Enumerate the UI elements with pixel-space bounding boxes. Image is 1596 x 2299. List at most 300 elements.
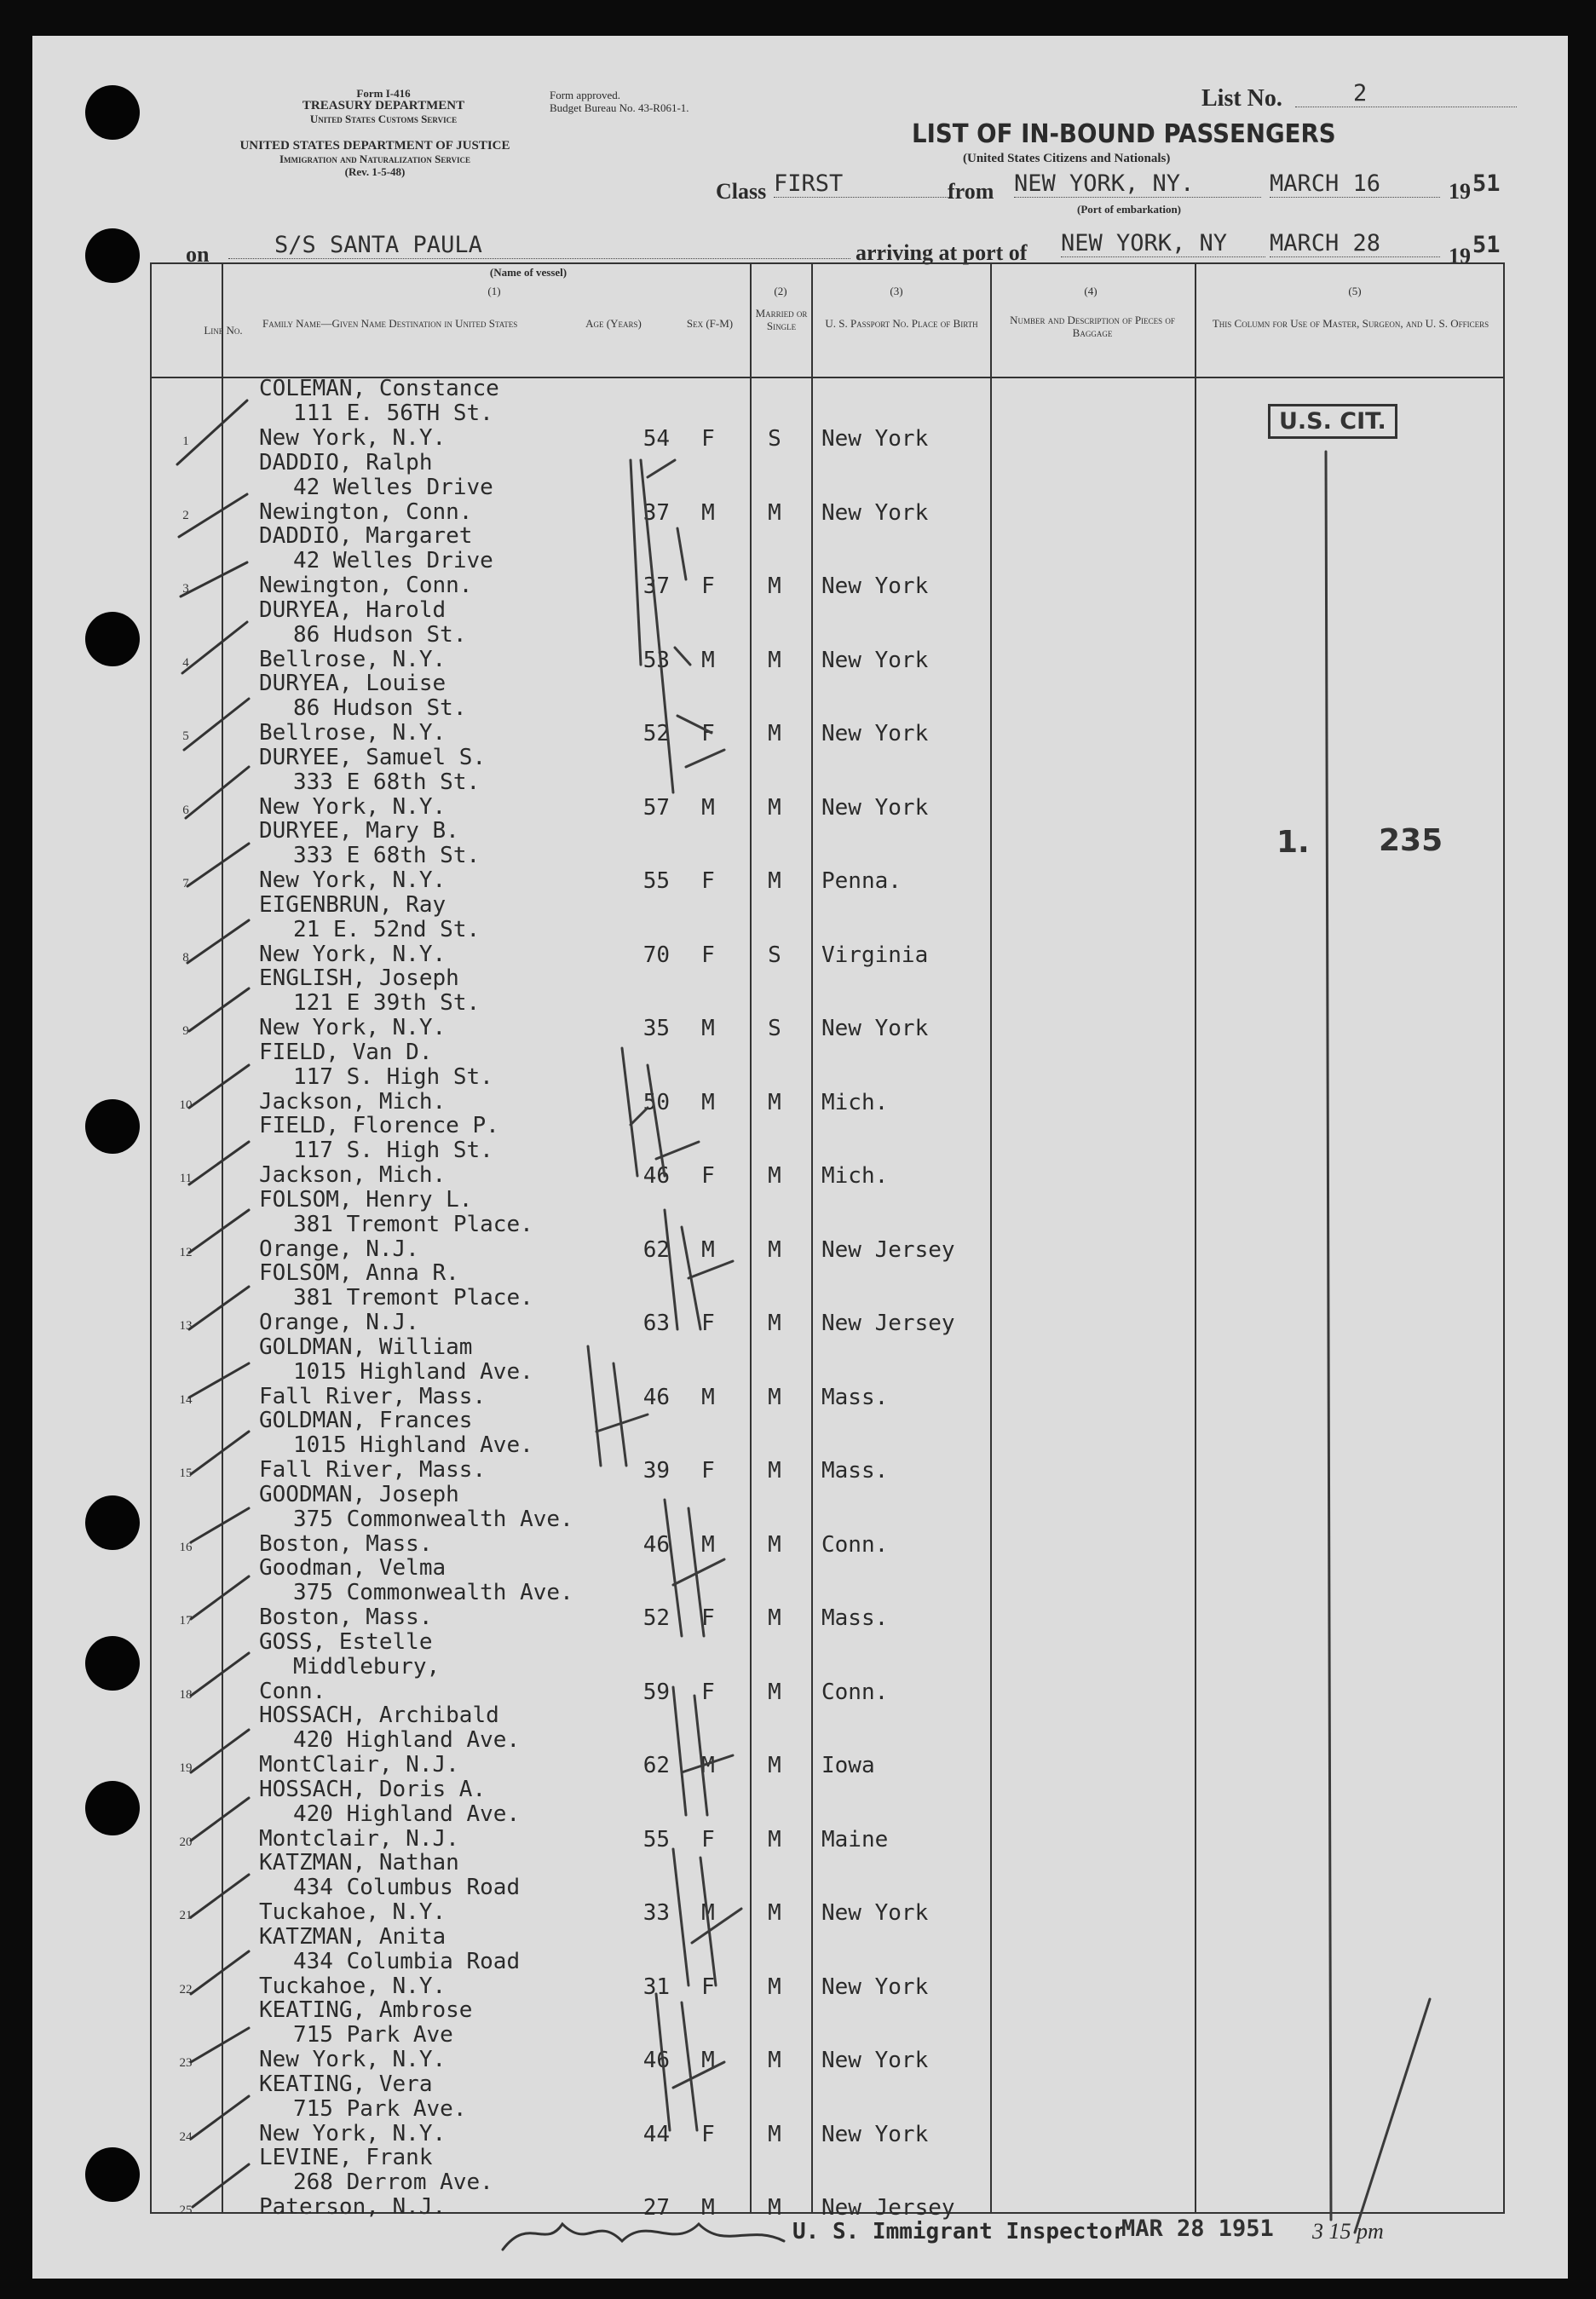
table-row — [150, 893, 1505, 967]
marital-status: M — [768, 1163, 781, 1189]
from-port: NEW YORK, NY. — [1014, 170, 1261, 198]
on-label: on — [186, 242, 210, 267]
marital-status: M — [768, 2121, 781, 2147]
passenger-name: FOLSOM, Anna R. — [259, 1260, 459, 1286]
address-street: 715 Park Ave — [293, 2022, 453, 2048]
passenger-entry — [259, 524, 493, 598]
marital-status: M — [768, 2195, 781, 2221]
line-number: 19 — [179, 1761, 193, 1775]
line-number: 23 — [179, 2056, 193, 2070]
passenger-entry — [259, 819, 480, 893]
approval-note — [550, 89, 805, 114]
address-city: New York, N.Y. — [259, 793, 447, 820]
class-label: Class — [716, 179, 767, 204]
table-row — [150, 2072, 1505, 2146]
embarkation-note: (Port of embarkation) — [1076, 203, 1182, 216]
line-number: 1 — [182, 435, 189, 448]
passenger-name: DURYEE, Samuel S. — [259, 744, 487, 770]
line-number: 12 — [179, 1245, 193, 1259]
vessel-note: (Name of vessel) — [489, 266, 568, 279]
passenger-entry — [259, 1040, 493, 1115]
passenger-entry — [259, 746, 486, 820]
place-of-birth: Mich. — [821, 1163, 889, 1189]
passenger-sex: F — [701, 573, 715, 599]
passenger-age: 52 — [642, 1605, 670, 1631]
passenger-name: KATZMAN, Anita — [259, 1923, 447, 1950]
place-of-birth: New York — [821, 1973, 929, 2000]
passenger-entry — [259, 1851, 520, 1925]
inspection-time: 3 15 pm — [1312, 2219, 1384, 2244]
table-row — [150, 746, 1505, 820]
passenger-entry — [259, 1556, 573, 1630]
place-of-birth: New Jersey — [821, 2195, 955, 2221]
passenger-age: 37 — [642, 573, 670, 599]
line-number: 24 — [179, 2129, 193, 2144]
marital-status: S — [768, 1016, 781, 1041]
address-street: Middlebury, — [293, 1653, 441, 1680]
binder-hole — [85, 85, 140, 140]
col-head-officers: This Column for Use of Master, Surgeon, and U. S. Officers — [1212, 317, 1489, 330]
marital-status: M — [768, 1605, 781, 1631]
line-number: 18 — [179, 1687, 193, 1702]
place-of-birth: Conn. — [821, 1531, 889, 1558]
address-street: 42 Welles Drive — [293, 474, 493, 500]
marital-status: M — [768, 1900, 781, 1926]
table-row — [150, 451, 1505, 525]
passenger-entry — [259, 1703, 520, 1778]
line-number: 5 — [182, 729, 189, 743]
place-of-birth: Mass. — [821, 1605, 889, 1631]
embark-year: 51 — [1472, 170, 1501, 197]
marital-status: M — [768, 1679, 781, 1705]
binder-hole — [85, 612, 140, 666]
budget-bureau: Budget Bureau No. 43-R061-1. — [550, 101, 689, 114]
place-of-birth: New York — [821, 2121, 929, 2147]
passenger-age: 37 — [642, 499, 670, 526]
col-head-line: Line No. — [204, 324, 243, 337]
binder-hole — [85, 2147, 140, 2202]
address-city: New York, N.Y. — [259, 941, 447, 967]
passenger-age: 46 — [642, 2048, 670, 2073]
place-of-birth: New York — [821, 573, 929, 599]
passenger-sex: M — [701, 499, 715, 526]
list-number-value: 2 — [1295, 80, 1517, 107]
address-street: 121 E 39th St. — [293, 990, 481, 1016]
address-street: 420 Highland Ave. — [293, 1801, 521, 1827]
place-of-birth: New York — [821, 794, 929, 821]
passenger-name: GOODMAN, Joseph — [259, 1481, 459, 1507]
passenger-sex: F — [701, 1163, 715, 1189]
address-street: 86 Hudson St. — [293, 695, 467, 721]
passenger-entry — [259, 1998, 472, 2072]
marital-status: M — [768, 1089, 781, 1115]
line-number: 2 — [182, 508, 189, 522]
passenger-age: 53 — [642, 647, 670, 673]
place-of-birth: New York — [821, 499, 929, 526]
address-city: New York, N.Y. — [259, 867, 447, 893]
line-number: 25 — [179, 2204, 193, 2217]
marital-status: M — [768, 1973, 781, 2000]
table-row — [150, 598, 1505, 672]
passenger-sex: F — [701, 1605, 715, 1631]
marital-status: M — [768, 868, 781, 894]
line-number: 15 — [179, 1466, 193, 1480]
address-street: 21 E. 52nd St. — [293, 916, 481, 942]
us-citizen-stamp: U.S. CIT. — [1268, 404, 1397, 439]
address-street: 1015 Highland Ave. — [293, 1432, 533, 1458]
line-number: 4 — [182, 655, 189, 670]
passenger-sex: F — [701, 1679, 715, 1705]
class-value: FIRST — [774, 170, 953, 198]
address-city: New York, N.Y. — [259, 1015, 447, 1040]
place-of-birth: New York — [821, 2048, 929, 2073]
line-number: 22 — [179, 1982, 193, 1996]
table-row — [150, 1998, 1505, 2072]
place-of-birth: New York — [821, 426, 929, 452]
address-street: 434 Columbus Road — [293, 1875, 521, 1900]
table-row — [150, 1630, 1505, 1704]
passenger-sex: M — [701, 1531, 715, 1558]
passenger-age: 35 — [642, 1016, 670, 1041]
table-row — [150, 966, 1505, 1040]
passenger-sex: F — [701, 426, 715, 452]
table-row — [150, 1703, 1505, 1778]
passenger-name: KEATING, Ambrose — [259, 1997, 473, 2023]
marital-status: M — [768, 1531, 781, 1558]
address-city: Orange, N.J. — [259, 1236, 419, 1262]
passenger-name: COLEMAN, Constance — [259, 376, 499, 401]
passenger-age: 70 — [642, 942, 670, 968]
passenger-age: 27 — [642, 2195, 670, 2221]
address-city: New York, N.Y. — [259, 2120, 447, 2146]
address-city: Conn. — [259, 1678, 326, 1704]
treasury-dept: TREASURY DEPARTMENT — [302, 99, 465, 112]
passenger-name: HOSSACH, Archibald — [259, 1703, 499, 1728]
passenger-sex: F — [701, 1311, 715, 1336]
place-of-birth: Mass. — [821, 1458, 889, 1484]
passenger-sex: M — [701, 1089, 715, 1115]
line-number: 13 — [179, 1319, 193, 1333]
col-head-passport: U. S. Passport No. Place of Birth — [825, 317, 978, 330]
passenger-age: 33 — [642, 1900, 670, 1926]
passenger-sex: F — [701, 721, 715, 746]
col-head-name: Family Name—Given Name Destination in United States — [262, 317, 518, 330]
line-number: 14 — [179, 1392, 193, 1407]
passenger-sex: M — [701, 2195, 715, 2221]
form-number: Form I-416 — [356, 87, 411, 100]
place-of-birth: Virginia — [821, 942, 929, 968]
passenger-entry — [259, 1261, 533, 1335]
address-city: Orange, N.J. — [259, 1310, 419, 1335]
place-of-birth: New York — [821, 647, 929, 673]
address-street: 420 Highland Ave. — [293, 1727, 521, 1753]
passenger-age: 63 — [642, 1311, 670, 1336]
binder-hole — [85, 228, 140, 283]
passenger-entry — [259, 1409, 533, 1483]
address-city: Fall River, Mass. — [259, 1383, 487, 1409]
marital-status: M — [768, 1384, 781, 1410]
place-of-birth: Iowa — [821, 1753, 875, 1778]
passenger-name: KEATING, Vera — [259, 2071, 433, 2097]
address-street: 111 E. 56TH St. — [293, 400, 493, 426]
passenger-age: 55 — [642, 1826, 670, 1852]
page-subtitle: (United States Citizens and Nationals) — [963, 152, 1171, 165]
address-city: Montclair, N.J. — [259, 1825, 459, 1852]
passenger-entry — [259, 1188, 533, 1262]
table-row — [150, 1778, 1505, 1852]
binder-hole — [85, 1781, 140, 1835]
passenger-name: GOLDMAN, William — [259, 1334, 473, 1360]
table-row — [150, 1851, 1505, 1925]
passenger-name: DURYEA, Louise — [259, 671, 447, 696]
passenger-entry — [259, 966, 480, 1040]
form-header — [170, 87, 596, 125]
table-row — [150, 1114, 1505, 1188]
address-street: 715 Park Ave. — [293, 2095, 467, 2122]
passenger-name: EIGENBRUN, Ray — [259, 891, 447, 918]
passenger-entry — [259, 1925, 520, 1999]
passenger-age: 62 — [642, 1236, 670, 1263]
passenger-entry — [259, 893, 480, 967]
address-street: 117 S. High St. — [293, 1063, 493, 1090]
address-street: 86 Hudson St. — [293, 621, 467, 648]
passenger-sex: F — [701, 1826, 715, 1852]
marital-status: M — [768, 573, 781, 599]
passenger-name: FIELD, Van D. — [259, 1039, 433, 1065]
justice-header — [170, 140, 579, 178]
marital-status: M — [768, 1458, 781, 1484]
address-city: Newington, Conn. — [259, 498, 473, 525]
passenger-entry — [259, 451, 493, 525]
col-number-5: (5) — [1348, 285, 1362, 297]
col-number-3: (3) — [890, 285, 903, 297]
line-number: 11 — [179, 1172, 193, 1185]
address-city: Newington, Conn. — [259, 573, 473, 598]
marital-status: M — [768, 721, 781, 746]
table-row — [150, 1409, 1505, 1483]
passenger-age: 55 — [642, 868, 670, 894]
address-street: 381 Tremont Place. — [293, 1285, 533, 1311]
passenger-age: 46 — [642, 1531, 670, 1558]
officer-note-mark: 1. — [1276, 825, 1310, 860]
address-street: 268 Derrom Ave. — [293, 2169, 493, 2195]
table-row — [150, 1188, 1505, 1262]
marital-status: M — [768, 499, 781, 526]
place-of-birth: Penna. — [821, 868, 902, 894]
marital-status: M — [768, 1311, 781, 1336]
address-city: Boston, Mass. — [259, 1605, 433, 1630]
place-of-birth: Conn. — [821, 1679, 889, 1705]
passenger-entry — [259, 2146, 493, 2220]
binder-hole — [85, 1495, 140, 1550]
col-number-4: (4) — [1084, 285, 1098, 297]
page-title: LIST OF IN-BOUND PASSENGERS — [912, 119, 1336, 149]
address-city: Paterson, N.J. — [259, 2194, 447, 2220]
justice-dept: UNITED STATES DEPARTMENT OF JUSTICE — [239, 139, 510, 153]
table-row — [150, 2146, 1505, 2220]
address-street: 375 Commonwealth Ave. — [293, 1506, 573, 1532]
passenger-age: 50 — [642, 1089, 670, 1115]
marital-status: M — [768, 647, 781, 673]
passenger-sex: F — [701, 2121, 715, 2147]
table-row — [150, 1925, 1505, 1999]
line-number: 17 — [179, 1614, 193, 1628]
passenger-age: 57 — [642, 794, 670, 821]
place-of-birth: New York — [821, 1900, 929, 1926]
address-street: 117 S. High St. — [293, 1138, 493, 1163]
col-head-age: Age (Years) — [585, 317, 642, 330]
address-street: 42 Welles Drive — [293, 548, 493, 573]
address-street: 434 Columbia Road — [293, 1948, 521, 1974]
place-of-birth: New Jersey — [821, 1236, 955, 1263]
address-city: MontClair, N.J. — [259, 1752, 459, 1778]
passenger-name: DURYEE, Mary B. — [259, 818, 459, 844]
line-number: 16 — [179, 1540, 193, 1554]
inspection-date: MAR 28 1951 — [1121, 2215, 1274, 2242]
passenger-sex: M — [701, 1016, 715, 1041]
place-of-birth: Mass. — [821, 1384, 889, 1410]
place-of-birth: Maine — [821, 1826, 889, 1852]
passenger-entry — [259, 1630, 440, 1704]
passenger-entry — [259, 1778, 520, 1852]
passenger-sex: F — [701, 1458, 715, 1484]
marital-status: S — [768, 942, 781, 968]
place-of-birth: New Jersey — [821, 1311, 955, 1336]
passenger-sex: M — [701, 647, 715, 673]
arrival-port: NEW YORK, NY — [1061, 230, 1265, 257]
passenger-name: DADDIO, Ralph — [259, 449, 433, 475]
passenger-sex: M — [701, 794, 715, 821]
passenger-name: FOLSOM, Henry L. — [259, 1186, 473, 1213]
passenger-age: 46 — [642, 1384, 670, 1410]
passenger-age: 39 — [642, 1458, 670, 1484]
passenger-name: HOSSACH, Doris A. — [259, 1776, 487, 1802]
marital-status: M — [768, 1753, 781, 1778]
passenger-sex: F — [701, 942, 715, 968]
marital-status: M — [768, 1236, 781, 1263]
marital-status: M — [768, 1826, 781, 1852]
passenger-name: GOLDMAN, Frances — [259, 1408, 473, 1433]
passenger-sex: M — [701, 2048, 715, 2073]
arrival-date: MARCH 28 — [1270, 230, 1440, 257]
address-city: Tuckahoe, N.Y. — [259, 1899, 447, 1925]
address-city: New York, N.Y. — [259, 2047, 447, 2072]
arriving-label: arriving at port of — [856, 240, 1028, 265]
embark-year-prefix: 19 — [1449, 179, 1471, 204]
table-row — [150, 1261, 1505, 1335]
table-row — [150, 671, 1505, 746]
list-number-label: List No. — [1201, 85, 1282, 112]
marital-status: M — [768, 2048, 781, 2073]
address-city: New York, N.Y. — [259, 425, 447, 451]
passenger-sex: M — [701, 1236, 715, 1263]
marital-status: M — [768, 794, 781, 821]
address-street: 381 Tremont Place. — [293, 1211, 533, 1237]
place-of-birth: Mich. — [821, 1089, 889, 1115]
passenger-age: 46 — [642, 1163, 670, 1189]
place-of-birth: New York — [821, 1016, 929, 1041]
passenger-entry — [259, 1114, 499, 1188]
passenger-entry — [259, 377, 499, 451]
line-number: 9 — [182, 1024, 189, 1038]
binder-hole — [85, 1099, 140, 1154]
passenger-age: 44 — [642, 2121, 670, 2147]
arrival-year: 51 — [1472, 232, 1501, 258]
line-number: 3 — [182, 582, 189, 596]
passenger-sex: M — [701, 1384, 715, 1410]
embark-date: MARCH 16 — [1270, 170, 1440, 198]
line-number: 20 — [179, 1835, 193, 1849]
address-street: 333 E 68th St. — [293, 769, 481, 795]
binder-hole — [85, 1636, 140, 1691]
address-city: Bellrose, N.Y. — [259, 720, 447, 746]
passenger-name: DURYEA, Harold — [259, 596, 447, 623]
col-head-married: Married or Single — [755, 307, 808, 332]
line-number: 10 — [179, 1098, 193, 1112]
table-row — [150, 1040, 1505, 1115]
passenger-entry — [259, 1335, 533, 1409]
officer-note-number: 235 — [1379, 823, 1443, 858]
address-city: Tuckahoe, N.Y. — [259, 1973, 447, 1999]
passenger-name: Goodman, Velma — [259, 1555, 447, 1581]
col-number-2: (2) — [774, 285, 787, 297]
line-number: 7 — [182, 877, 189, 890]
passenger-age: 54 — [642, 426, 670, 452]
address-street: 375 Commonwealth Ave. — [293, 1580, 573, 1605]
marital-status: S — [768, 426, 781, 452]
address-city: Jackson, Mich. — [259, 1162, 447, 1188]
passenger-entry — [259, 2072, 467, 2146]
passenger-sex: M — [701, 1900, 715, 1926]
passenger-name: GOSS, Estelle — [259, 1628, 433, 1655]
address-city: Fall River, Mass. — [259, 1457, 487, 1483]
passenger-sex: M — [701, 1753, 715, 1778]
revision: (Rev. 1-5-48) — [344, 165, 406, 178]
passenger-name: KATZMAN, Nathan — [259, 1850, 459, 1876]
form-approved: Form approved. — [550, 89, 621, 101]
passenger-sex: F — [701, 1973, 715, 2000]
line-number: 21 — [179, 1909, 193, 1922]
ins-service: Immigration and Naturalization Service — [279, 153, 471, 165]
line-number: 8 — [182, 950, 189, 965]
address-street: 1015 Highland Ave. — [293, 1358, 533, 1385]
table-row — [150, 1556, 1505, 1630]
address-city: Jackson, Mich. — [259, 1088, 447, 1115]
table-row — [150, 1483, 1505, 1557]
passenger-entry — [259, 671, 467, 746]
passenger-age: 31 — [642, 1973, 670, 2000]
table-row — [150, 524, 1505, 598]
passenger-age: 52 — [642, 721, 670, 746]
col-head-baggage: Number and Description of Pieces of Baggage — [1010, 314, 1175, 339]
line-number: 6 — [182, 803, 189, 817]
passenger-sex: F — [701, 868, 715, 894]
passenger-name: FIELD, Florence P. — [259, 1113, 499, 1138]
passenger-name: DADDIO, Margaret — [259, 523, 473, 549]
arrival-year-prefix: 19 — [1449, 244, 1471, 268]
vessel-name: S/S SANTA PAULA — [228, 232, 850, 259]
customs-service: United States Customs Service — [309, 112, 458, 125]
passenger-entry — [259, 598, 467, 672]
address-city: Boston, Mass. — [259, 1530, 433, 1557]
passenger-name: ENGLISH, Joseph — [259, 965, 459, 991]
col-number-1: (1) — [487, 285, 501, 297]
from-label: from — [948, 179, 994, 204]
inspector-label: U. S. Immigrant Inspector — [792, 2219, 1126, 2244]
address-city: Bellrose, N.Y. — [259, 646, 447, 672]
passenger-name: LEVINE, Frank — [259, 2145, 433, 2170]
table-row — [150, 1335, 1505, 1409]
